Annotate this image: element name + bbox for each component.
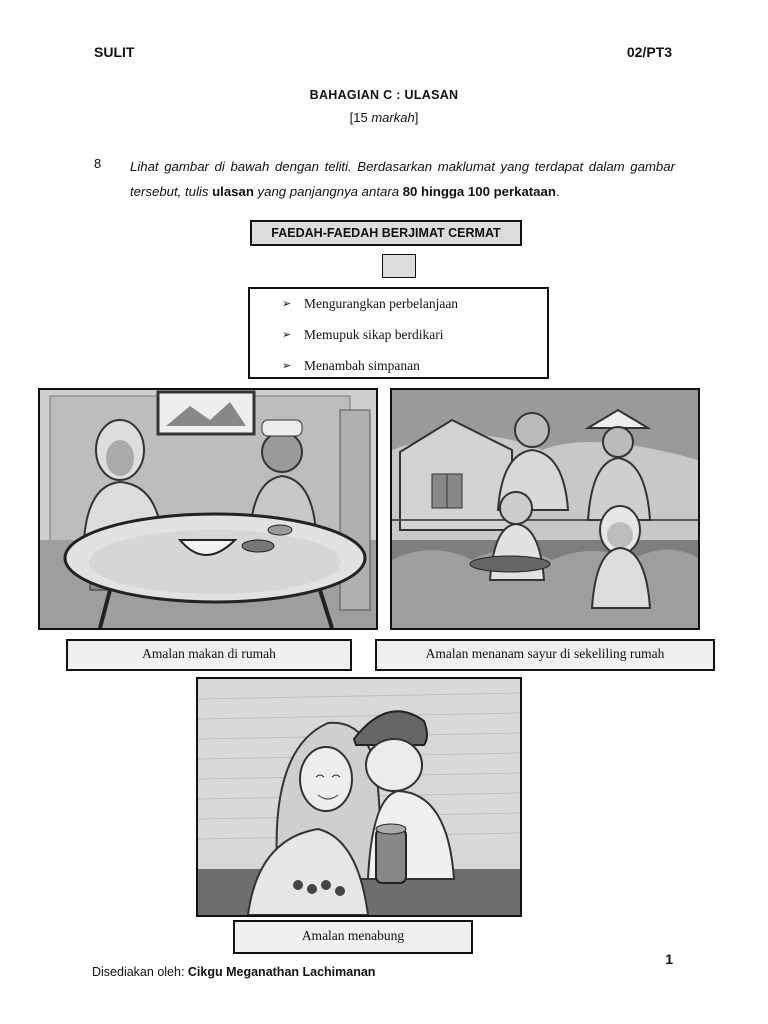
benefit-item: ➢ Memupuk sikap berdikari [282, 324, 547, 355]
topic-box: FAEDAH-FAEDAH BERJIMAT CERMAT [250, 220, 522, 246]
caption-eating-at-home: Amalan makan di rumah [66, 639, 352, 671]
benefits-box [248, 287, 549, 379]
picture-planting-vegetables [390, 388, 700, 630]
picture-eating-at-home [38, 388, 378, 630]
caption-planting-vegetables: Amalan menanam sayur di sekeliling rumah [375, 639, 715, 671]
caption-saving-money: Amalan menabung [233, 920, 473, 954]
page-number: 1 [665, 951, 673, 967]
question-number: 8 [94, 156, 102, 171]
benefit-item: ➢ Menambah simpanan [282, 355, 547, 386]
header-left: SULIT [94, 44, 135, 60]
benefit-item: ➢ Mengurangkan perbelanjaan [282, 293, 547, 324]
arrow-bullet-icon: ➢ [282, 360, 292, 372]
arrow-bullet-icon: ➢ [282, 298, 292, 310]
footer-credit: Disediakan oleh: Cikgu Meganathan Lachimanan [92, 965, 376, 979]
question-text: Lihat gambar di bawah dengan teliti. Berdasarkan maklumat yang terdapat dalam gambar tersebut, tulis ulasan yang panjangnya antara 80 hingga 100 perkataan. [130, 159, 675, 199]
connector-box [382, 254, 416, 278]
section-title: BAHAGIAN C : ULASAN [309, 88, 459, 102]
section-marks: [15 markah] [349, 110, 419, 125]
header-right: 02/PT3 [626, 44, 672, 60]
arrow-bullet-icon: ➢ [282, 329, 292, 341]
picture-saving-money [196, 677, 522, 917]
